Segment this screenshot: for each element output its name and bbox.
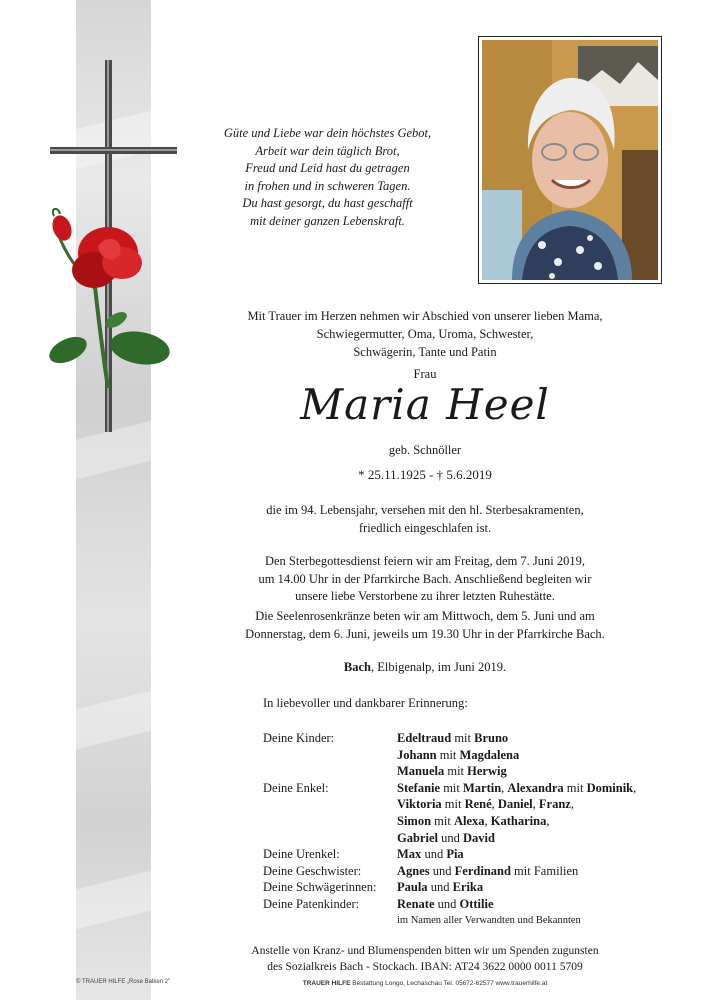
image-credit: © TRAUER HILFE „Rose Balken 2"	[76, 979, 171, 985]
family-member-name: Dominik	[586, 780, 634, 795]
family-names	[397, 863, 578, 880]
intro-line: Mit Trauer im Herzen nehmen wir Abschied von unserer lieben Mama,	[247, 309, 603, 323]
family-connector: ,	[484, 813, 491, 828]
family-row	[263, 863, 636, 880]
rosary-line: Donnerstag, dem 6. Juni, jeweils um 19.30 Uhr in der Pfarrkirche Bach.	[245, 626, 605, 641]
family-list	[263, 730, 636, 913]
family-member-name: Ottilie	[459, 896, 494, 911]
family-label: Deine Patenkinder:	[263, 896, 360, 911]
family-label: Deine Urenkel:	[263, 847, 340, 862]
family-connector: mit	[563, 780, 587, 795]
portrait-photo	[478, 36, 662, 284]
family-connector: mit	[444, 764, 468, 779]
family-member-name: Johann	[397, 747, 437, 762]
family-row	[263, 780, 636, 797]
memory-line: In liebevoller und dankbarer Erinnerung:	[263, 696, 468, 710]
footer	[205, 980, 645, 987]
passing-text	[205, 502, 645, 537]
place-rest: , Elbigenalp, im Juni 2019.	[371, 660, 507, 674]
family-connector: und	[434, 896, 460, 911]
poem	[205, 125, 450, 230]
donation-text	[205, 943, 645, 975]
family-member-name: Ferdinand	[454, 863, 511, 878]
life-dates: * 25.11.1925 - † 5.6.2019	[358, 467, 492, 482]
band-texture	[76, 691, 151, 750]
intro-line: Schwiegermutter, Oma, Uroma, Schwester,	[316, 327, 534, 341]
family-names	[397, 896, 494, 913]
family-member-name: Edeltraud	[397, 731, 452, 745]
footer-brand: TRAUER HILFE	[302, 980, 351, 987]
family-connector: mit	[436, 747, 460, 762]
family-member-name: Bruno	[474, 731, 509, 745]
family-row	[263, 813, 636, 830]
family-connector: mit	[431, 813, 454, 828]
family-connector: und	[427, 880, 453, 895]
family-label	[263, 796, 397, 813]
family-member-name: Katharina	[490, 813, 547, 828]
place-name: Bach	[343, 660, 372, 674]
poem-line: Güte und Liebe war dein höchstes Gebot,	[223, 126, 432, 140]
service-text	[205, 553, 645, 606]
family-label: Deine Schwägerinnen:	[263, 880, 377, 895]
family-names	[397, 730, 508, 747]
family-connector: mit	[451, 731, 475, 745]
poem-line: mit deiner ganzen Lebenskraft.	[250, 213, 405, 228]
intro-text	[205, 307, 645, 361]
family-connector: und	[421, 847, 447, 862]
family-row	[263, 830, 636, 847]
family-member-name: Viktoria	[397, 797, 442, 812]
family-label	[263, 830, 397, 847]
service-line: unsere liebe Verstorbene zu ihrer letzten Ruhestätte.	[295, 589, 555, 603]
family-connector: ,	[546, 813, 550, 828]
place-date	[205, 660, 645, 675]
relatives-line: im Namen aller Verwandten und Bekannten	[397, 915, 581, 926]
intro-line: Schwägerin, Tante und Patin	[353, 345, 497, 359]
family-member-name: Gabriel	[397, 830, 438, 845]
family-label	[263, 747, 397, 764]
family-member-name: Alexa	[453, 813, 485, 828]
family-member-name: Agnes	[397, 863, 430, 878]
family-member-name: Renate	[397, 896, 435, 911]
family-names	[397, 846, 464, 863]
family-label: Deine Enkel:	[263, 780, 329, 795]
family-connector: mit	[440, 780, 463, 795]
family-row	[263, 896, 636, 913]
family-connector: ,	[532, 797, 539, 812]
passing-line: friedlich eingeschlafen ist.	[358, 520, 492, 535]
family-label	[263, 813, 397, 830]
birth-name: geb. Schnöller	[388, 443, 462, 457]
family-row	[263, 730, 636, 747]
family-names	[397, 879, 483, 896]
rosary-text	[205, 608, 645, 643]
family-names	[397, 830, 495, 847]
family-connector: und	[437, 830, 463, 845]
family-connector: und	[429, 863, 455, 878]
poem-line: Freud und Leid hast du getragen	[245, 161, 410, 175]
family-names	[397, 747, 519, 764]
poem-line: Arbeit war dein täglich Brot,	[255, 143, 400, 158]
family-label: Deine Geschwister:	[263, 863, 362, 878]
rosary-line: Die Seelenrosenkränze beten wir am Mittwoch, dem 5. Juni und am	[255, 609, 595, 623]
family-member-name: Paula	[397, 880, 428, 895]
footer-text: Bestattung Longo, Lechaschau Tel. 05672-62577 www.trauerhilfe.at	[350, 980, 548, 987]
family-names	[397, 813, 549, 830]
family-member-name: Alexandra	[507, 780, 564, 795]
family-connector: ,	[570, 797, 574, 812]
passing-line: die im 94. Lebensjahr, versehen mit den hl. Sterbesakramenten,	[266, 503, 584, 517]
portrait-image	[482, 40, 658, 280]
family-member-name: David	[462, 830, 495, 845]
family-member-name: Herwig	[467, 764, 507, 779]
family-member-name: René	[464, 797, 492, 812]
donation-line: des Sozialkreis Bach - Stockach. IBAN: AT24 3622 0000 0011 5709	[267, 961, 583, 973]
family-names	[397, 763, 507, 780]
family-names	[397, 780, 636, 797]
family-connector: ,	[501, 780, 508, 795]
family-member-name: Manuela	[397, 764, 445, 779]
family-connector: mit Familien	[510, 863, 579, 878]
poem-line: in frohen und in schweren Tagen.	[244, 178, 411, 193]
family-connector: ,	[491, 797, 498, 812]
family-member-name: Martin	[462, 780, 502, 795]
family-member-name: Pia	[446, 847, 464, 862]
family-label	[263, 763, 397, 780]
donation-line: Anstelle von Kranz- und Blumenspenden bitten wir um Spenden zugunsten	[251, 945, 599, 957]
family-row	[263, 763, 636, 780]
deceased-name: Maria Heel	[300, 380, 550, 429]
poem-line: Du hast gesorgt, du hast geschafft	[242, 196, 413, 210]
family-names	[397, 796, 574, 813]
family-connector: ,	[633, 780, 637, 795]
service-line: Den Sterbegottesdienst feiern wir am Freitag, dem 7. Juni 2019,	[264, 554, 586, 568]
family-member-name: Max	[397, 847, 422, 862]
cross-with-rose-image	[36, 58, 186, 438]
family-member-name: Franz	[538, 797, 571, 812]
family-connector: mit	[441, 797, 465, 812]
family-member-name: Erika	[452, 880, 484, 895]
family-row	[263, 747, 636, 764]
family-member-name: Stefanie	[397, 780, 441, 795]
family-member-name: Magdalena	[459, 747, 520, 762]
salutation: Frau	[413, 367, 437, 381]
family-row	[263, 846, 636, 863]
band-texture	[76, 871, 151, 930]
family-row	[263, 796, 636, 813]
service-line: um 14.00 Uhr in der Pfarrkirche Bach. Anschließend begleiten wir	[258, 571, 592, 586]
family-label: Deine Kinder:	[263, 731, 335, 745]
family-row	[263, 879, 636, 896]
family-member-name: Simon	[397, 813, 432, 828]
family-member-name: Daniel	[497, 797, 533, 812]
